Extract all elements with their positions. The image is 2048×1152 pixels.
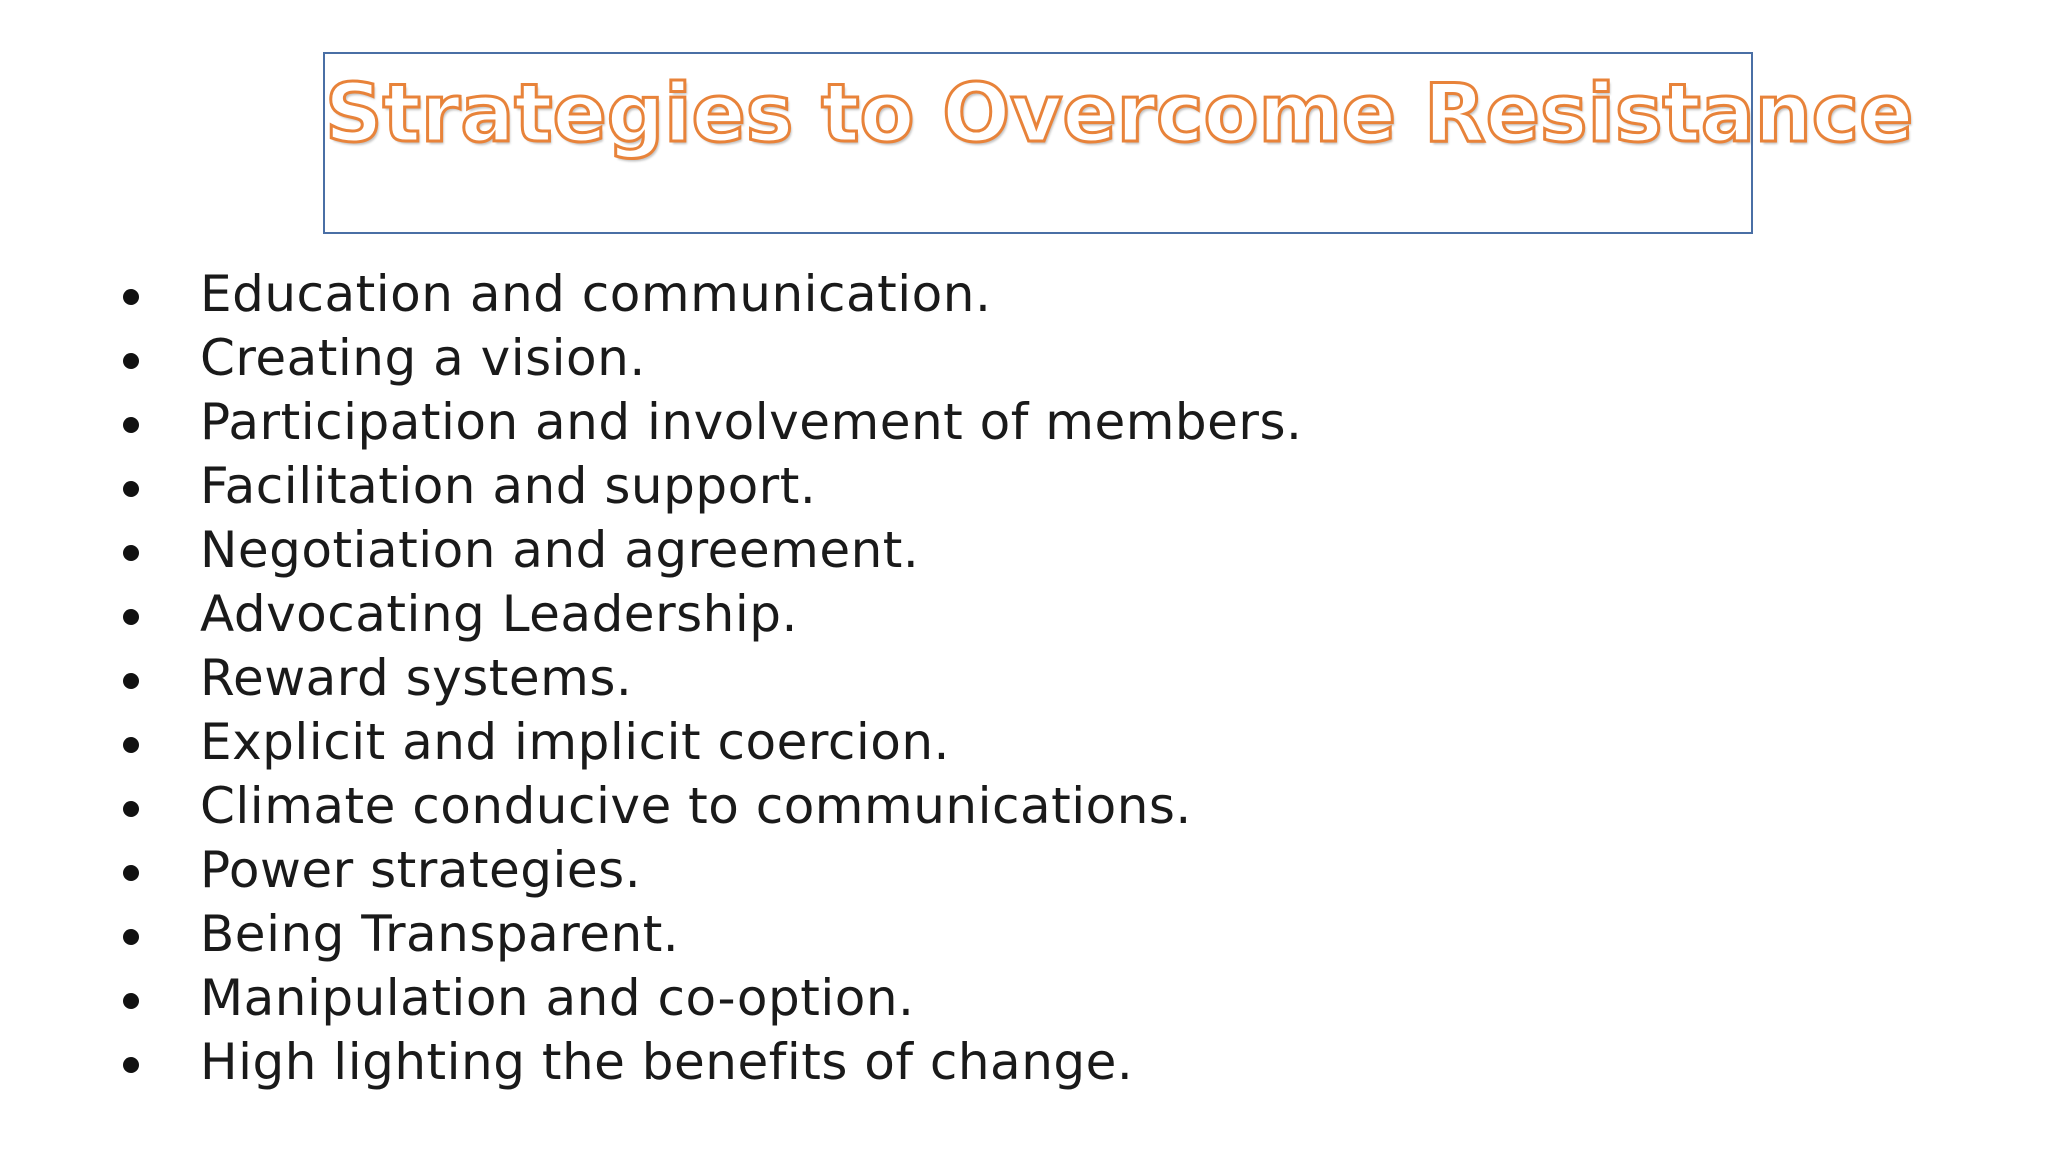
bullet-text: Negotiation and agreement. (200, 521, 920, 579)
bullet-icon (123, 1057, 139, 1073)
bullet-text: Manipulation and co-option. (200, 969, 915, 1027)
bullet-icon (123, 929, 139, 945)
bullet-icon (123, 417, 139, 433)
bullet-text: Being Transparent. (200, 905, 680, 963)
bullet-text: Power strategies. (200, 841, 642, 899)
bullet-icon (123, 609, 139, 625)
bullet-icon (123, 545, 139, 561)
slide-title: Strategies to Overcome Resistance (325, 67, 1914, 160)
bullet-icon (123, 993, 139, 1009)
bullet-text: Reward systems. (200, 649, 633, 707)
bullet-icon (123, 289, 139, 305)
bullet-icon (123, 353, 139, 369)
bullet-text: Advocating Leadership. (200, 585, 798, 643)
bullet-text: High lighting the benefits of change. (200, 1033, 1134, 1091)
title-box (323, 52, 1914, 234)
bullet-icon (123, 737, 139, 753)
bullet-text: Creating a vision. (200, 329, 646, 387)
bullet-icon (123, 673, 139, 689)
bullet-icon (123, 865, 139, 881)
bullet-text: Climate conducive to communications. (200, 777, 1192, 835)
bullet-text: Education and communication. (200, 265, 992, 323)
bullet-text: Facilitation and support. (200, 457, 817, 515)
bullet-icon (123, 801, 139, 817)
bullet-text: Participation and involvement of members. (200, 393, 1303, 451)
bullet-text: Explicit and implicit coercion. (200, 713, 950, 771)
bullet-icon (123, 481, 139, 497)
